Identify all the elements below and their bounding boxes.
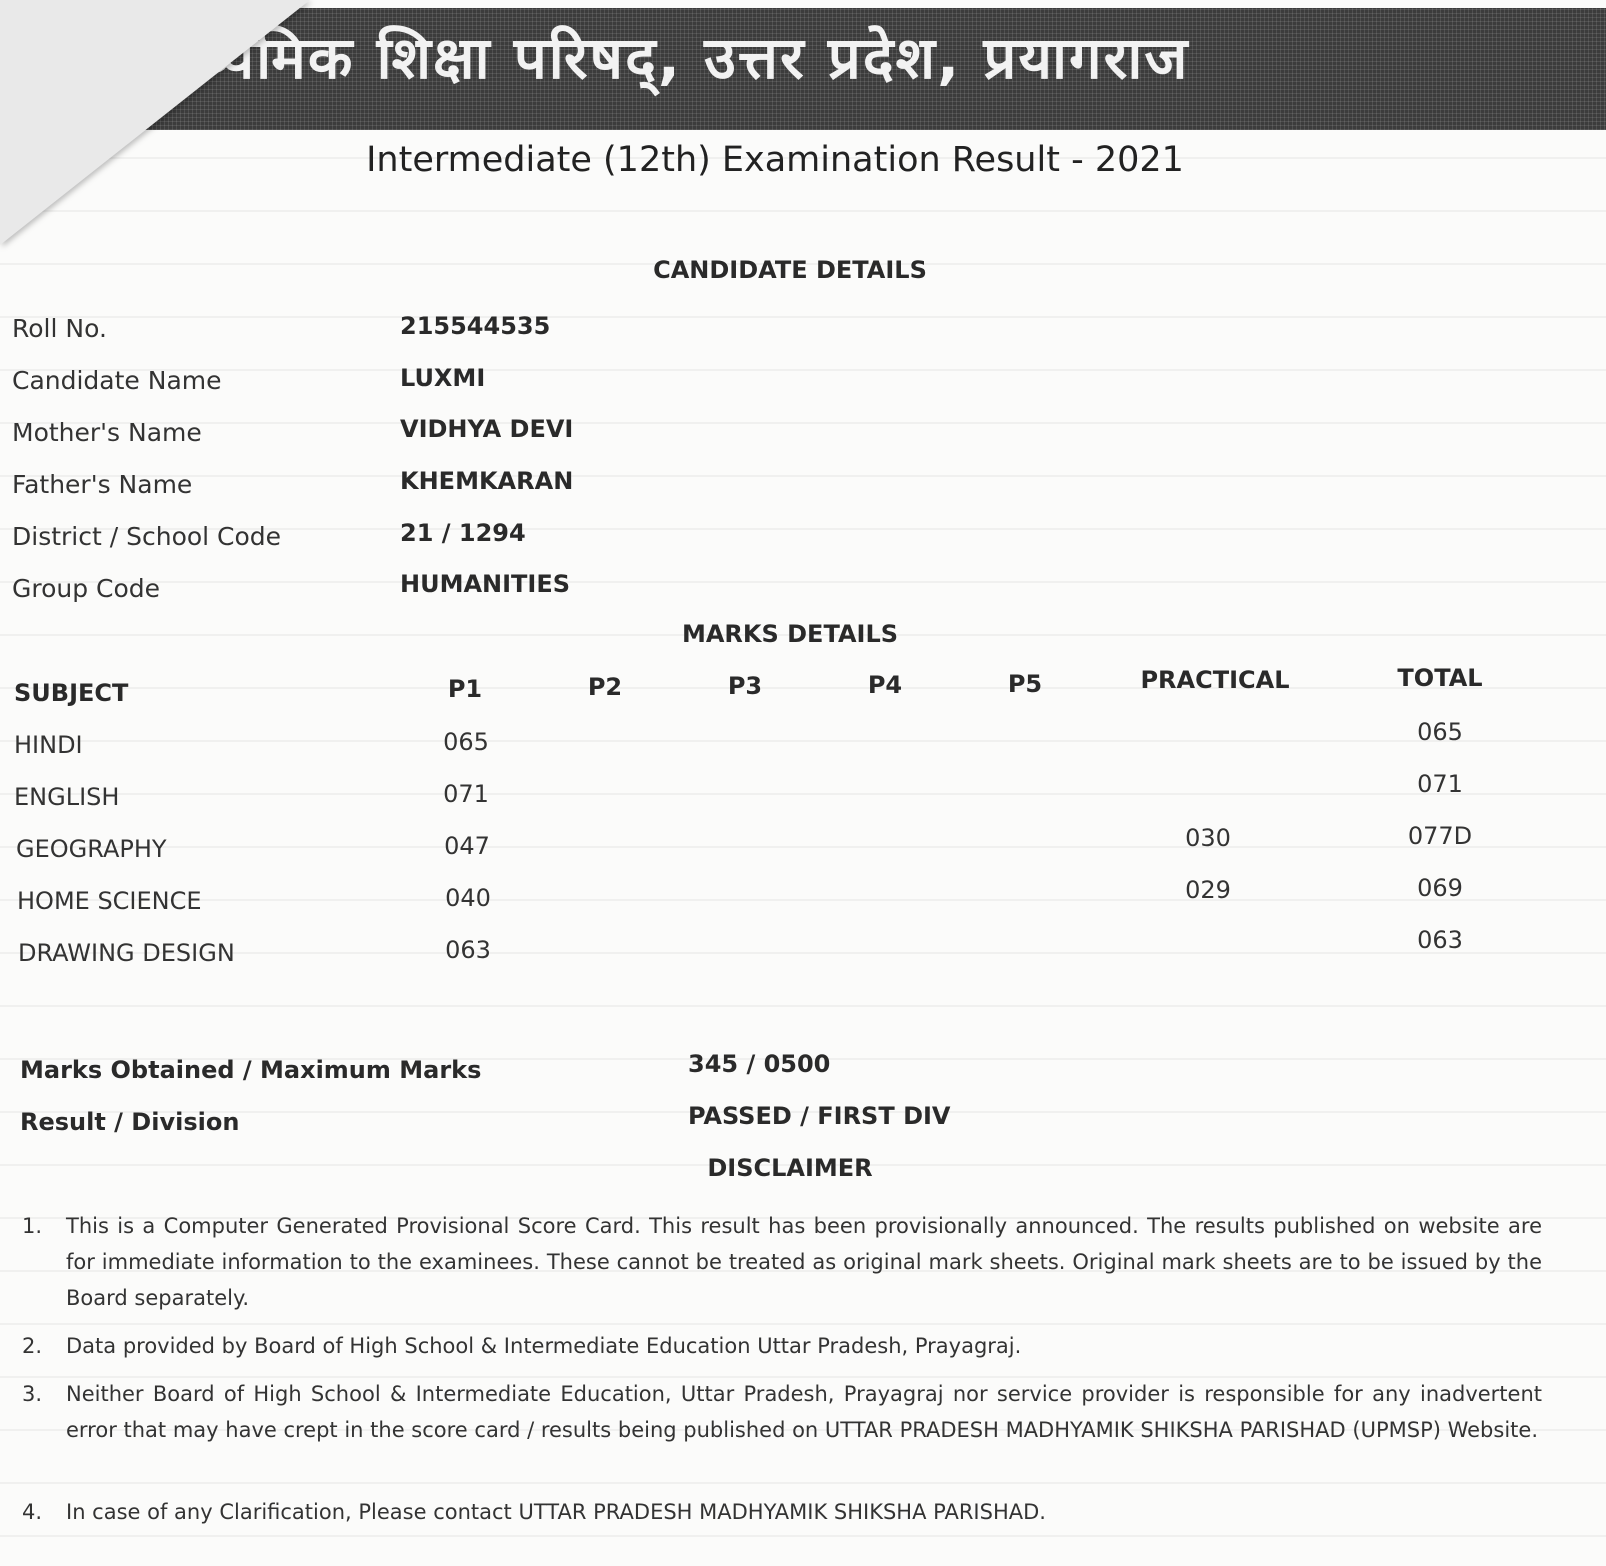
result-division-label: Result / Division — [20, 1108, 240, 1136]
subject-name: ENGLISH — [14, 783, 120, 811]
father-name-label: Father's Name — [12, 470, 193, 499]
marks-obtained-label: Marks Obtained / Maximum Marks — [20, 1056, 482, 1084]
col-subject: SUBJECT — [14, 679, 129, 707]
p1-mark: 071 — [443, 780, 489, 808]
total-mark: 077D — [1407, 822, 1473, 850]
father-name-value: KHEMKARAN — [400, 467, 574, 495]
col-total: TOTAL — [1397, 664, 1483, 692]
disclaimer-item — [22, 1376, 1542, 1448]
col-p4: P4 — [867, 671, 903, 699]
district-school-code-label: District / School Code — [12, 522, 282, 551]
candidate-details-heading: CANDIDATE DETAILS — [653, 256, 927, 284]
col-p2: P2 — [587, 673, 623, 701]
mother-name-label: Mother's Name — [12, 418, 202, 447]
disclaimer-number: 1. — [22, 1214, 43, 1238]
p1-mark: 047 — [444, 832, 490, 860]
subject-name: HINDI — [14, 731, 83, 759]
disclaimer-number: 3. — [22, 1382, 43, 1406]
disclaimer-text: Neither Board of High School & Intermediate Education, Uttar Pradesh, Prayagraj nor service provider is responsible for any inadvertent error that may have crept in the score card / results being published on UTTAR PRADESH MADHYAMIK SHIKSHA PARISHAD (UPMSP) Website. — [66, 1382, 1542, 1442]
disclaimer-text: This is a Computer Generated Provisional Score Card. This result has been provisionally announced. The results published on website are for immediate information to the examinees. These cannot be treated as original mark sheets. Original mark sheets are to be issued by the Board separately. — [66, 1214, 1542, 1310]
disclaimer-heading: DISCLAIMER — [707, 1154, 873, 1182]
group-code-value: HUMANITIES — [400, 570, 571, 598]
disclaimer-item — [22, 1208, 1542, 1316]
total-mark: 069 — [1417, 874, 1463, 902]
p1-mark: 065 — [443, 728, 489, 756]
disclaimer-number: 4. — [22, 1500, 43, 1524]
disclaimer-number: 2. — [22, 1334, 43, 1358]
practical-mark: 029 — [1185, 876, 1231, 904]
marks-obtained-value: 345 / 0500 — [688, 1050, 831, 1078]
mother-name-value: VIDHYA DEVI — [400, 415, 574, 443]
disclaimer-item — [22, 1494, 1542, 1530]
subject-name: DRAWING DESIGN — [18, 939, 235, 967]
result-division-value: PASSED / FIRST DIV — [688, 1102, 951, 1130]
marks-details-heading: MARKS DETAILS — [681, 620, 899, 648]
disclaimer-text: Data provided by Board of High School & Intermediate Education Uttar Pradesh, Prayagraj. — [66, 1334, 1022, 1358]
practical-mark: 030 — [1185, 824, 1231, 852]
total-mark: 065 — [1417, 718, 1463, 746]
district-school-code-value: 21 / 1294 — [400, 519, 526, 547]
folded-corner — [0, 0, 310, 245]
col-practical: PRACTICAL — [1140, 666, 1290, 694]
col-p3: P3 — [727, 672, 763, 700]
exam-title: Intermediate (12th) Examination Result - 2021 — [366, 140, 1184, 180]
roll-no-value: 215544535 — [400, 312, 551, 340]
group-code-label: Group Code — [12, 574, 161, 603]
candidate-name-label: Candidate Name — [12, 366, 222, 395]
col-p5: P5 — [1007, 670, 1043, 698]
disclaimer-text: In case of any Clarification, Please contact UTTAR PRADESH MADHYAMIK SHIKSHA PARISHAD. — [66, 1500, 1046, 1524]
candidate-name-value: LUXMI — [400, 364, 486, 392]
disclaimer-item — [22, 1328, 1542, 1364]
roll-no-label: Roll No. — [12, 314, 107, 343]
p1-mark: 063 — [445, 936, 491, 964]
p1-mark: 040 — [445, 884, 491, 912]
col-p1: P1 — [447, 675, 483, 703]
subject-name: HOME SCIENCE — [17, 887, 202, 915]
subject-name: GEOGRAPHY — [16, 835, 167, 863]
total-mark: 071 — [1417, 770, 1463, 798]
board-title: माध्यमिक शिक्षा परिषद्, उत्तर प्रदेश, प्रयागराज — [145, 24, 1190, 92]
total-mark: 063 — [1417, 926, 1463, 954]
